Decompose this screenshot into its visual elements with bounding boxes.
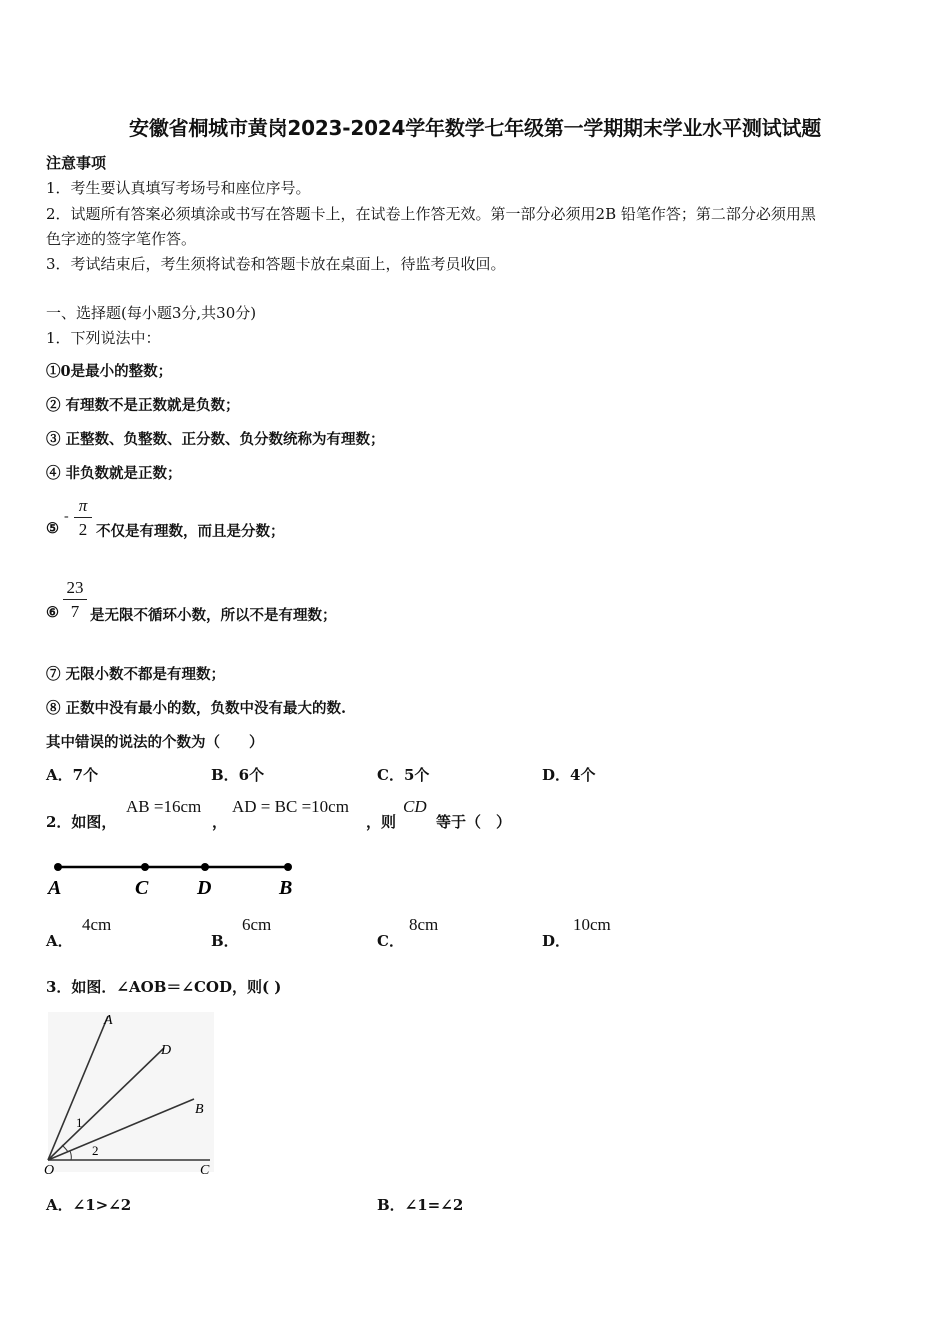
diagram-background [48,1012,214,1172]
label-d: D [161,1043,172,1058]
label-a: A [48,877,62,899]
fraction-bar [63,599,87,600]
segment-diagram [44,856,304,900]
label-b: B [195,1102,204,1117]
section-heading: 一、选择题(每小题3分,共30分) [46,304,257,322]
point-b [284,863,292,871]
fraction-denominator: 7 [70,602,80,621]
label-b: B [279,877,293,899]
q2-option-d-value[interactable]: 10cm [573,915,611,934]
q2-option-a-value[interactable]: 4cm [82,915,112,934]
angle-diagram [40,1008,218,1180]
fraction-23-over-7 [63,578,87,622]
q1-statement-5-text: 不仅是有理数，而且是分数； [96,523,285,540]
q2-expr-ab-text: AB =16cm [126,797,202,816]
q2-option-c-label[interactable]: C． [377,932,404,950]
q1-ask: 其中错误的说法的个数为（ ） [46,734,264,751]
notice-item-2-cont: 色字迹的签字笔作答。 [46,230,197,248]
q2-prefix: 2．如图， [46,813,117,831]
q1-option-b[interactable]: B．6个 [211,766,265,784]
label-a: A [104,1013,113,1028]
q2-expr-ad-bc [232,797,349,817]
q1-statement-6-text: 是无限不循环小数，所以不是有理数； [90,607,337,624]
fraction-bar [74,517,92,518]
q2-expr-cd: CD [403,797,427,816]
point-d [201,863,209,871]
q1-statement-3: ③ 正整数、负整数、正分数、负分数统称为有理数； [46,431,385,448]
q2-option-a-label[interactable]: A． [46,932,73,950]
fraction-pi-over-2 [74,496,92,540]
q3-stem: 3．如图．∠AOB＝∠COD，则( ) [46,978,282,996]
point-c [141,863,149,871]
q2-expr-ab [126,797,201,817]
fraction-numerator: π [78,496,88,515]
q1-option-c[interactable]: C．5个 [377,766,430,784]
q1-statement-5-marker: ⑤ [46,520,59,537]
q1-stem: 1．下列说法中： [46,329,161,347]
q1-statement-1: ①0是最小的整数； [46,363,173,380]
q2-option-c-value[interactable]: 8cm [409,915,439,934]
q1-statement-8: ⑧ 正数中没有最小的数，负数中没有最大的数. [46,700,347,717]
fraction-numerator: 23 [66,578,84,597]
q2-option-b-value[interactable]: 6cm [242,915,272,934]
q2-then: ，则 [366,813,397,831]
label-angle-1: 1 [76,1115,83,1130]
q1-statement-7: ⑦ 无限小数不都是有理数； [46,666,226,683]
notice-item-3: 3．考试结束后，考生须将试卷和答题卡放在桌面上，待监考员收回。 [46,255,506,273]
q1-statement-6-marker: ⑥ [46,604,59,621]
q1-statement-5-sign: - [64,509,69,524]
notice-item-1: 1．考生要认真填写考场号和座位序号。 [46,179,311,197]
q1-option-d[interactable]: D．4个 [542,766,596,784]
label-o: O [44,1163,55,1178]
notice-item-2: 2．试题所有答案必须填涂或书写在答题卡上，在试卷上作答无效。第一部分必须用2B 铅笔作答；第二部分必须用黑 [46,205,816,223]
q2-expr-ad-bc-text: AD = BC =10cm [232,797,349,816]
label-c: C [200,1163,210,1178]
label-d: D [197,877,212,899]
q2-option-b-label[interactable]: B． [211,932,239,950]
label-c: C [135,877,149,899]
fraction-denominator: 2 [78,520,88,539]
q1-statement-4: ④ 非负数就是正数； [46,465,182,482]
notice-heading: 注意事项 [46,154,107,172]
label-angle-2: 2 [92,1143,99,1158]
q2-comma: ， [212,813,228,831]
q3-option-a[interactable]: A．∠1>∠2 [46,1196,132,1214]
q1-option-a[interactable]: A．7个 [46,766,99,784]
q1-statement-2: ② 有理数不是正数就是负数； [46,397,240,414]
q2-suffix: 等于（ ） [436,813,512,831]
q2-option-d-label[interactable]: D． [542,932,571,950]
point-a [54,863,62,871]
page-title: 安徽省桐城市黄岗2023-2024学年数学七年级第一学期期末学业水平测试试题 [128,116,822,140]
q3-option-b[interactable]: B．∠1=∠2 [377,1196,464,1214]
